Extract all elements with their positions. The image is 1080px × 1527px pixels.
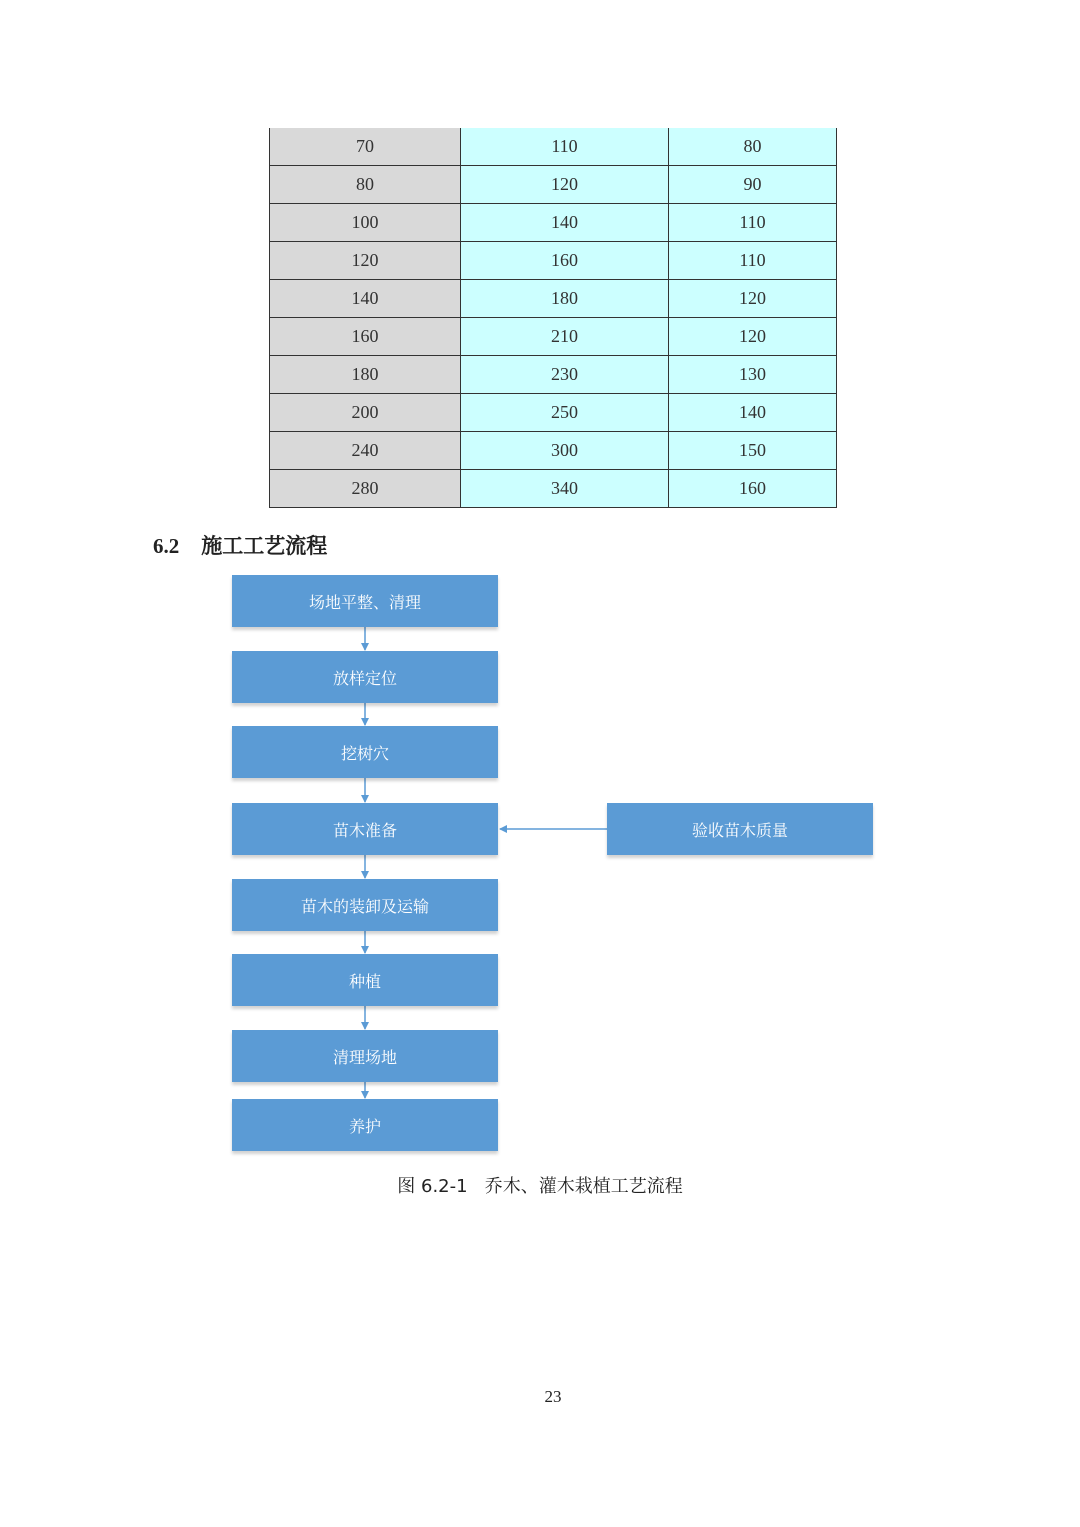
- section-title: 施工工艺流程: [201, 533, 328, 558]
- table-cell: 140: [461, 204, 669, 242]
- table-cell: 100: [270, 204, 461, 242]
- table-cell: 120: [461, 166, 669, 204]
- table-cell: 240: [270, 432, 461, 470]
- table-cell: 160: [461, 242, 669, 280]
- table-cell: 140: [669, 394, 837, 432]
- table-cell: 80: [270, 166, 461, 204]
- table-cell: 110: [461, 128, 669, 166]
- table-cell: 300: [461, 432, 669, 470]
- table-cell: 180: [461, 280, 669, 318]
- table-cell: 200: [270, 394, 461, 432]
- flow-step-inspect-quality: 验收苗木质量: [607, 803, 873, 855]
- table-cell: 120: [669, 318, 837, 356]
- flow-step: 种植: [232, 954, 498, 1006]
- table-cell: 160: [270, 318, 461, 356]
- section-number: 6.2: [153, 534, 180, 558]
- table-cell: 180: [270, 356, 461, 394]
- table-cell: 280: [270, 470, 461, 508]
- flow-step: 养护: [232, 1099, 498, 1151]
- page-number: 23: [544, 1387, 562, 1406]
- table-cell: 230: [461, 356, 669, 394]
- flow-step: 放样定位: [232, 651, 498, 703]
- table-cell: 160: [669, 470, 837, 508]
- table-cell: 80: [669, 128, 837, 166]
- table-cell: 250: [461, 394, 669, 432]
- flow-step: 挖树穴: [232, 726, 498, 778]
- table-cell: 110: [669, 204, 837, 242]
- table-cell: 120: [669, 280, 837, 318]
- table-cell: 210: [461, 318, 669, 356]
- flow-step: 场地平整、清理: [232, 575, 498, 627]
- table-cell: 340: [461, 470, 669, 508]
- table-cell: 110: [669, 242, 837, 280]
- table-cell: 130: [669, 356, 837, 394]
- table-cell: 90: [669, 166, 837, 204]
- table-cell: 140: [270, 280, 461, 318]
- flow-step: 苗木准备: [232, 803, 498, 855]
- table-cell: 150: [669, 432, 837, 470]
- flow-step: 清理场地: [232, 1030, 498, 1082]
- table-cell: 120: [270, 242, 461, 280]
- table-cell: 70: [270, 128, 461, 166]
- flow-step: 苗木的装卸及运输: [232, 879, 498, 931]
- figure-caption: 图 6.2-1 乔木、灌木栽植工艺流程: [397, 1176, 683, 1197]
